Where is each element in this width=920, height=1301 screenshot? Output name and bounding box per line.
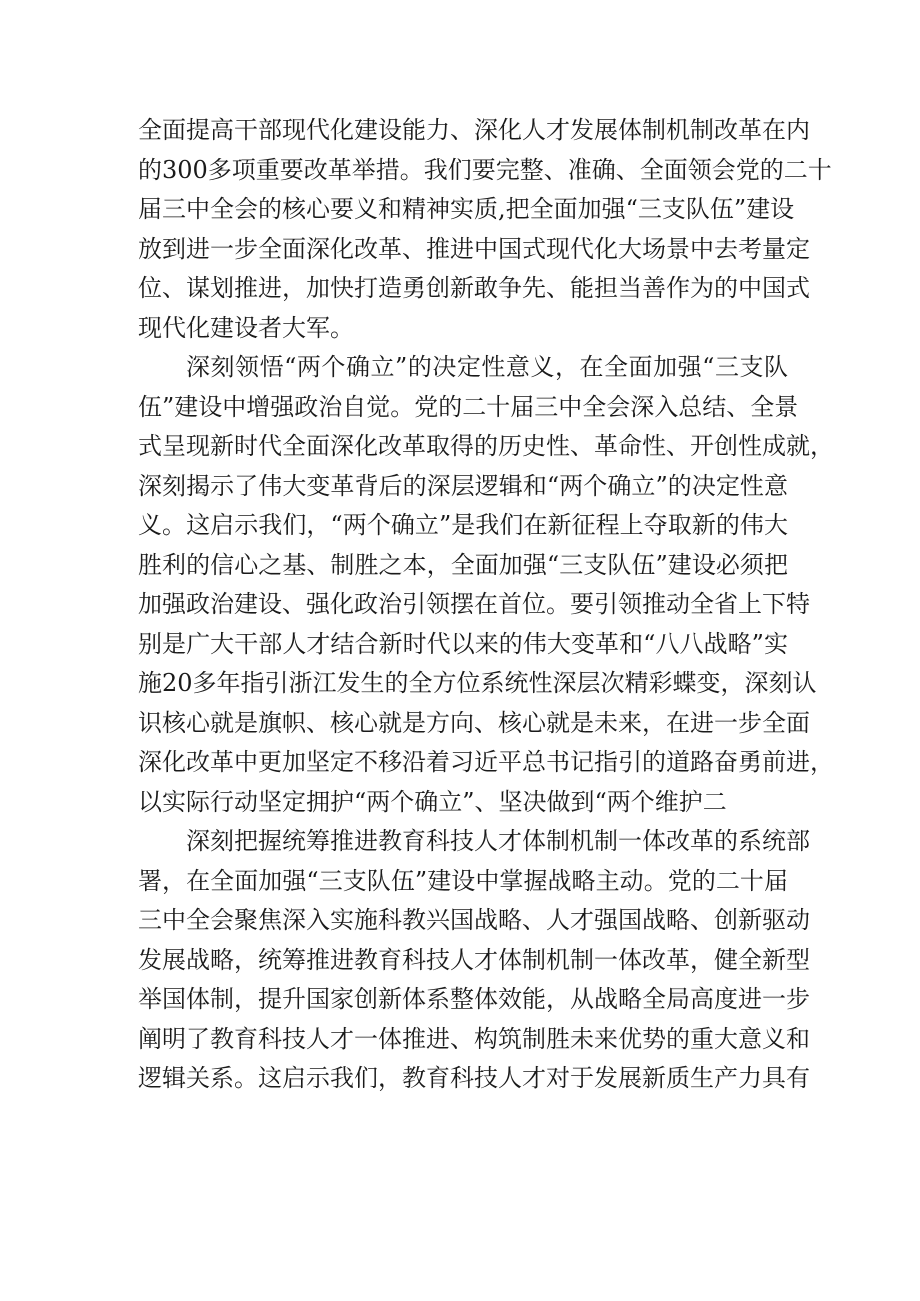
text-line: 逻辑关系。这启示我们，教育科技人才对于发展新质生产力具有 [138, 1064, 810, 1092]
document-body [138, 111, 834, 1099]
text-line: 义。这启示我们，“两个确立”是我们在新征程上夺取新的伟大 [138, 511, 788, 539]
text-line: 发展战略，统筹推进教育科技人才体制机制一体改革，健全新型 [138, 945, 810, 974]
text-line: 施20多年指引浙江发生的全方位系统性深层次精彩蝶变，深刻认 [138, 669, 817, 697]
text-line: 署，在全面加强“三支队伍”建设中掌握战略主动。党的二十届 [138, 866, 788, 895]
paragraph-first-line: 深刻领悟“两个确立”的决定性意义，在全面加强“三支队 [186, 353, 788, 381]
text-line: 别是广大干部人才结合新时代以来的伟大变革和“八八战略”实 [138, 629, 788, 658]
text-line: 放到进一步全面深化改革、推进中国式现代化大场景中去考量定 [138, 234, 810, 263]
text-line: 以实际行动坚定拥护“两个确立”、坚决做到“两个维护二 [138, 787, 727, 816]
text-line: 式呈现新时代全面深化改革取得的历史性、革命性、开创性成就， [138, 432, 834, 460]
text-line: 现代化建设者大军。 [138, 313, 354, 342]
text-line: 深刻揭示了伟大变革背后的深层逻辑和“两个确立”的决定性意 [138, 471, 788, 500]
text-line: 识核心就是旗帜、核心就是方向、核心就是未来，在进一步全面 [138, 708, 810, 737]
text-line: 届三中全会的核心要义和精神实质,把全面加强“三支队伍”建设 [138, 195, 795, 223]
text-line: 胜利的信心之基、制胜之本，全面加强“三支队伍”建设必须把 [138, 550, 788, 579]
text-line: 的300多项重要改革举措。我们要完整、准确、全面领会党的二十 [138, 155, 832, 184]
text-line: 三中全会聚焦深入实施科教兴国战略、人才强国战略、创新驱动 [138, 906, 810, 934]
text-line: 位、谋划推进，加快打造勇创新敢争先、能担当善作为的中国式 [138, 274, 810, 302]
text-line: 阐明了教育科技人才一体推进、构筑制胜未来优势的重大意义和 [138, 1024, 810, 1053]
text-line: 伍”建设中增强政治自觉。党的二十届三中全会深入总结、全景 [138, 392, 799, 421]
text-line: 深化改革中更加坚定不移沿着习近平总书记指引的道路奋勇前进， [138, 748, 834, 776]
text-line: 全面提高干部现代化建设能力、深化人才发展体制机制改革在内 [138, 116, 810, 144]
text-line: 举国体制，提升国家创新体系整体效能，从战略全局高度进一步 [138, 985, 810, 1013]
paragraph-first-line: 深刻把握统筹推进教育科技人才体制机制一体改革的系统部 [186, 827, 810, 855]
text-line: 加强政治建设、强化政治引领摆在首位。要引领推动全省上下特 [138, 590, 810, 618]
